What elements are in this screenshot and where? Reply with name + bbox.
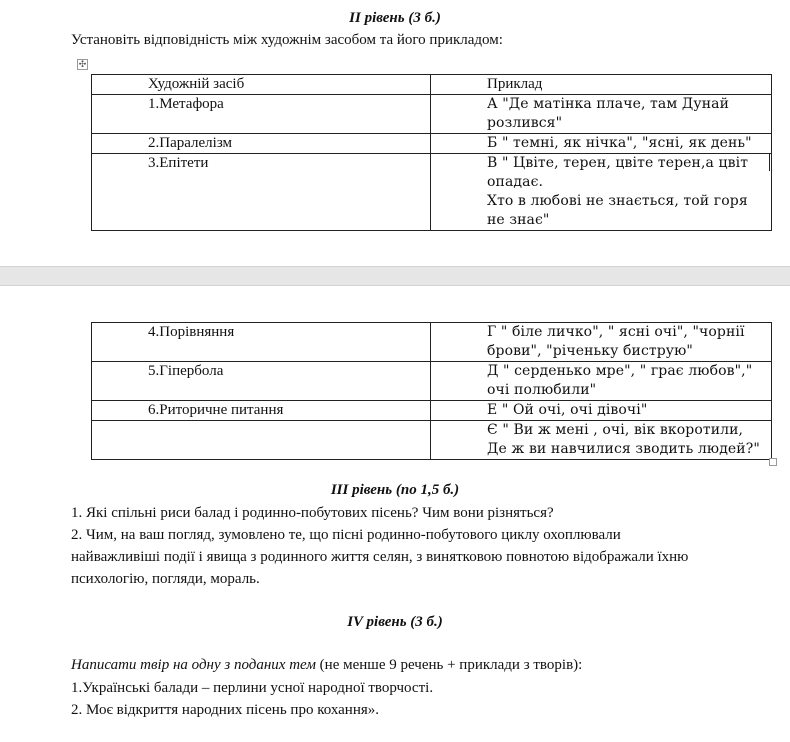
means-cell[interactable] [92,134,431,154]
level4-topic-2: 2. Моє відкриття народних пісень про кохання». [71,702,380,718]
means-text: 4.Порівняння [148,324,235,340]
example-cell[interactable] [431,421,772,460]
matching-table-part1 [91,74,772,231]
matching-table-part2 [91,322,772,460]
level4-task [71,657,582,674]
example-text: опадає. [487,174,544,190]
example-text: А "Де матінка плаче, там Дунай [487,96,730,112]
level4-task-rest: (не менше 9 речень + приклади з творів): [315,657,583,673]
means-text: 2.Паралелізм [148,135,233,151]
example-text: Є " Ви ж мені , очі, вік вкоротили, [487,422,744,438]
means-cell[interactable] [92,362,431,401]
example-text: розлився" [487,115,563,131]
level3-question-2-line3: психологію, погляди, мораль. [71,571,260,587]
example-text: Г " біле личко", " ясні очі", "чорнії [487,324,745,340]
header-cell-example[interactable] [431,75,772,95]
example-text: Е " Ой очі, очі дівочі" [487,402,648,418]
example-text: очі полюбили" [487,382,597,398]
example-text: брови", "річеньку биструю" [487,343,693,359]
level4-topic-1: 1.Українські балади – перлини усної народної творчості. [71,680,434,696]
table-row [92,323,772,362]
means-cell[interactable] [92,323,431,362]
example-text: Д " серденько мре", " грає любов"," [487,363,753,379]
table-row [92,401,772,421]
example-text: не знає" [487,212,550,228]
table-resize-handle[interactable] [769,458,777,466]
means-cell[interactable] [92,154,431,231]
example-cell[interactable] [431,323,772,362]
level3-question-2-line1: 2. Чим, на ваш погляд, зумовлено те, що пісні родинно-побутового циклу охоплювали [71,527,621,543]
example-cell[interactable] [431,95,772,134]
means-cell[interactable] [92,95,431,134]
example-cell[interactable] [431,134,772,154]
level2-heading: ІІ рівень (3 б.) [349,10,441,26]
header-means-label: Художній засіб [148,76,245,92]
means-text: 6.Риторичне питання [148,402,284,418]
text-cursor [769,153,770,171]
level3-heading: ІІІ рівень (по 1,5 б.) [330,482,460,498]
header-example-label: Приклад [487,76,543,92]
example-cell[interactable] [431,154,772,231]
level4-task-italic: Написати твір на одну з поданих тем [71,657,316,673]
means-text: 1.Метафора [148,96,224,112]
example-text: Де ж ви навчилися зводить людей?" [487,441,760,457]
means-text: 3.Епітети [148,155,209,171]
page-break-gap [0,266,790,286]
means-cell-empty[interactable] [92,421,431,460]
level2-instruction: Установіть відповідність між художнім засобом та його прикладом: [71,32,503,48]
example-cell[interactable] [431,362,772,401]
table-row [92,154,772,231]
level3-question-1: 1. Які спільні риси балад і родинно-побутових пісень? Чим вони різняться? [71,505,554,521]
table-row [92,95,772,134]
means-text: 5.Гіпербола [148,363,224,379]
example-text: В " Цвіте, терен, цвіте терен,а цвіт [487,155,749,171]
example-text: Б " темні, як нічка", "ясні, як день" [487,135,752,151]
example-cell[interactable] [431,401,772,421]
table-row [92,134,772,154]
table-header-row [92,75,772,95]
table-move-handle-icon[interactable]: ✣ [78,59,87,69]
table-row [92,362,772,401]
example-text: Хто в любові не знається, той горя [487,193,748,209]
means-cell[interactable] [92,401,431,421]
header-cell-means[interactable] [92,75,431,95]
level3-question-2-line2: найважливіші події і явища з родинного життя селян, з винятковою повнотою відображали їхню [71,549,689,565]
table-row [92,421,772,460]
level4-heading: IV рівень (3 б.) [347,614,443,630]
